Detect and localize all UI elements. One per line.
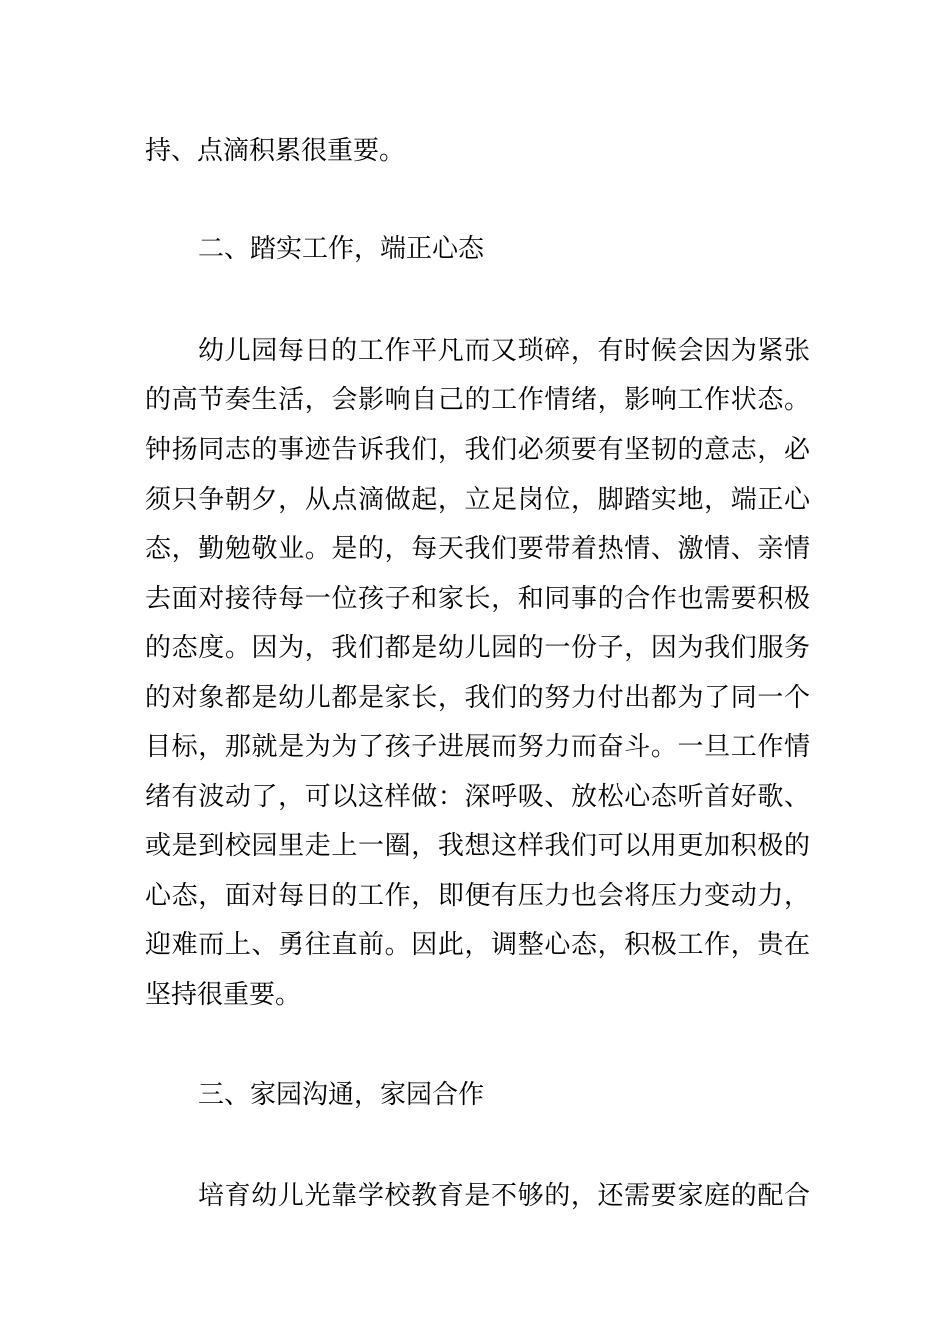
paragraph-line: 迎难而上、勇往直前。因此，调整心态，积极工作，贵在 (145, 930, 810, 960)
paragraph-line: 目标，那就是为为了孩子进展而努力而奋斗。一旦工作情 (145, 732, 810, 762)
paragraph-line: 的态度。因为，我们都是幼儿园的一份子，因为我们服务 (145, 633, 810, 663)
paragraph-line: 心态，面对每日的工作，即便有压力也会将压力变动力， (145, 881, 810, 911)
paragraph-line: 去面对接待每一位孩子和家长，和同事的合作也需要积极 (145, 584, 810, 614)
section-heading-2: 二、踏实工作，端正心态 (198, 234, 485, 264)
paragraph-continuation-line: 持、点滴积累很重要。 (145, 136, 406, 166)
paragraph-line: 钟扬同志的事迹告诉我们，我们必须要有坚韧的意志，必 (145, 435, 810, 465)
paragraph-line: 绪有波动了，可以这样做：深呼吸、放松心态听首好歌、 (145, 782, 810, 812)
paragraph-line: 须只争朝夕，从点滴做起，立足岗位，脚踏实地，端正心 (145, 485, 810, 515)
section-heading-3: 三、家园沟通，家园合作 (198, 1080, 485, 1110)
paragraph-line: 或是到校园里走上一圈，我想这样我们可以用更加积极的 (145, 831, 810, 861)
paragraph-line: 幼儿园每日的工作平凡而又琐碎，有时候会因为紧张 (198, 336, 810, 366)
paragraph-line: 的高节奏生活，会影响自己的工作情绪，影响工作状态。 (145, 385, 810, 415)
paragraph-line: 态，勤勉敬业。是的，每天我们要带着热情、激情、亲情 (145, 534, 810, 564)
paragraph-line: 的对象都是幼儿都是家长，我们的努力付出都为了同一个 (145, 683, 810, 713)
paragraph-line: 坚持很重要。 (145, 980, 302, 1010)
section-3-paragraph-first-line: 培育幼儿光靠学校教育是不够的，还需要家庭的配合 (198, 1181, 810, 1211)
